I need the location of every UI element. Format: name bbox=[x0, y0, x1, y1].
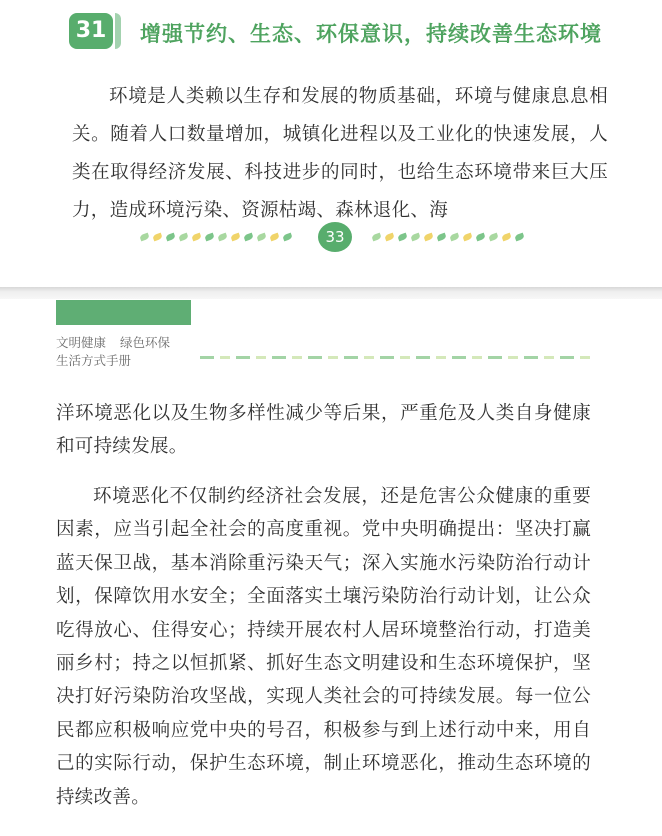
header-title-a: 文明健康 bbox=[56, 335, 107, 350]
page-bottom bbox=[0, 299, 662, 836]
header-subtitle: 生活方式手册 bbox=[56, 353, 132, 368]
running-header bbox=[56, 334, 170, 370]
body-paragraph-top: 环境是人类赖以生存和发展的物质基础，环境与健康息息相关。随着人口数量增加，城镇化进程以及工业化的快速发展，人类在取得经济发展、科技进步的同时，也给生态环境带来巨大压力，造成环境污染、资源枯竭、森林退化、海 bbox=[72, 86, 608, 221]
body-paragraph-continued: 洋环境恶化以及生物多样性减少等后果，严重危及人类自身健康和可持续发展。 bbox=[56, 403, 591, 458]
header-dashed-rule bbox=[200, 356, 592, 359]
leaf-decoration-left bbox=[140, 234, 292, 242]
leaf-decoration-right bbox=[372, 234, 524, 242]
page-footer bbox=[0, 222, 662, 252]
page-separator bbox=[0, 287, 662, 299]
header-title-b: 绿色环保 bbox=[120, 335, 171, 350]
page-top bbox=[0, 0, 662, 287]
section-title: 增强节约、生态、环保意识，持续改善生态环境 bbox=[140, 22, 602, 46]
page-number: 33 bbox=[318, 222, 352, 252]
running-header-block bbox=[56, 300, 191, 325]
section-badge-accent bbox=[115, 13, 121, 49]
body-paragraph-2: 环境恶化不仅制约经济社会发展，还是危害公众健康的重要因素，应当引起全社会的高度重视。党中央明确提出：坚决打赢蓝天保卫战，基本消除重污染天气；深入实施水污染防治行动计划，保障饮用水安全；全面落实土壤污染防治行动计划，让公众吃得放心、住得安心；持续开展农村人居环境整治行动，打造美丽乡村；持之以恒抓紧、抓好生态文明建设和生态环境保护，坚决打好污染防治攻坚战，实现人类社会的可持续发展。每一位公民都应积极响应党中央的号召，积极参与到上述行动中来，用自己的实际行动，保护生态环境，制止环境恶化，推动生态环境的持续改善。 bbox=[56, 486, 591, 808]
section-number-badge: 31 bbox=[69, 13, 113, 49]
